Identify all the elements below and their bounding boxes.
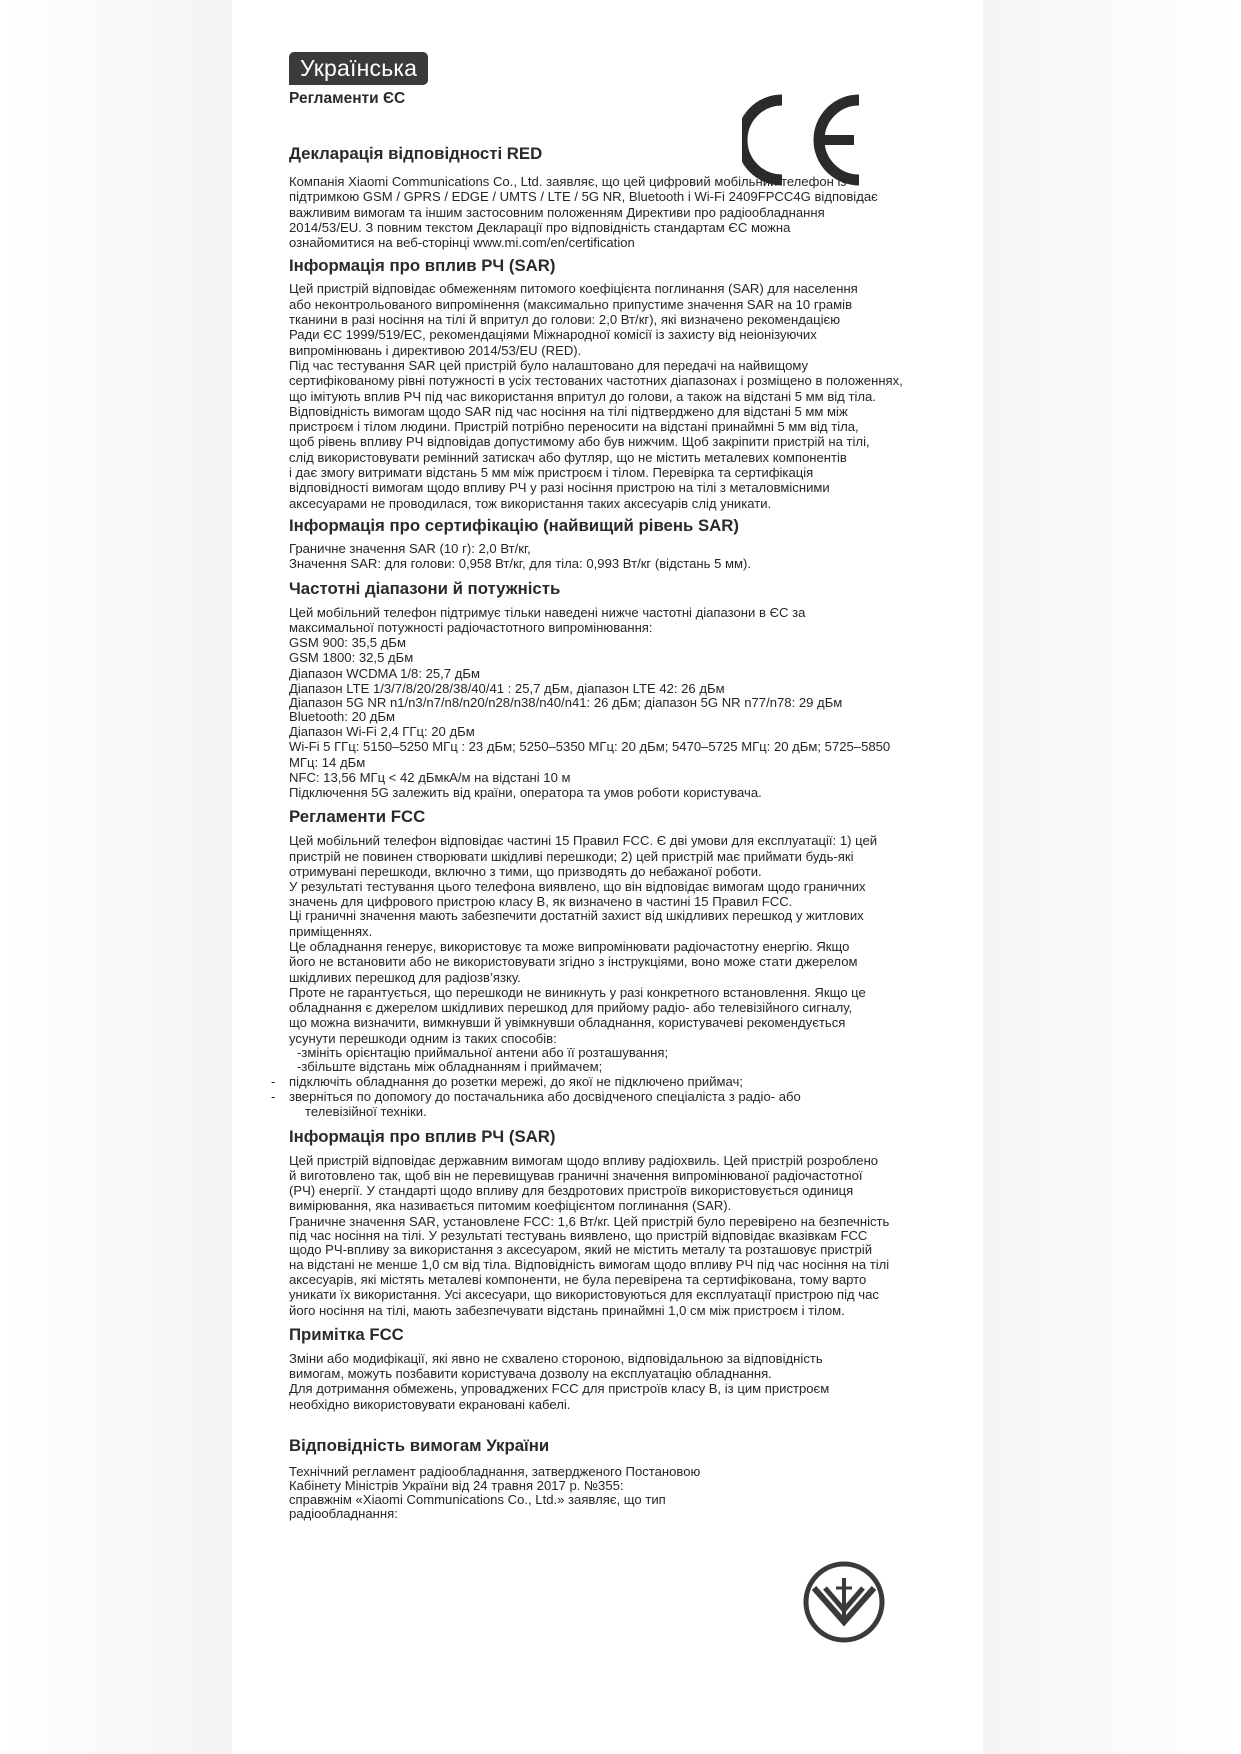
text-line: NFC: 13,56 МГц < 42 дБмкА/м на відстані 10 м bbox=[289, 769, 571, 785]
section-heading: Інформація про сертифікацію (найвищий рівень SAR) bbox=[289, 515, 740, 535]
text-line: Кабінету Міністрів України від 24 травня 2017 р. №355: bbox=[289, 1478, 624, 1494]
text-line: вимірювання, яка називається питомим коефіцієнтом поглинання (SAR). bbox=[289, 1198, 732, 1214]
text-line: Граничне значення SAR, установлене FCC: 1,6 Вт/кг. Цей пристрій було перевірено на безпечність bbox=[289, 1213, 890, 1229]
text-line: випромінювань і директивою 2014/53/EU (RED). bbox=[289, 342, 582, 358]
text-line: його носіння на тілі, мають забезпечувати відстань принаймні 1,0 см між пристроєм і тілом. bbox=[289, 1302, 845, 1318]
section-fcc-note bbox=[289, 1323, 957, 1412]
text-line: Цей пристрій відповідає обмеженням питомого коефіцієнта поглинання (SAR) для населення bbox=[289, 281, 858, 297]
list-item bbox=[271, 1074, 957, 1089]
section-heading: Декларація відповідності RED bbox=[289, 144, 543, 163]
section-body bbox=[289, 174, 957, 250]
text-line: значень для цифрового пристрою класу B, як визначено в частині 15 Правил FCC. bbox=[289, 893, 793, 909]
text-line: Це обладнання генерує, використовує та може випромінювати радіочастотну енергію. Якщо bbox=[289, 938, 850, 954]
text-line: аксесуарами не проводилася, тож використання таких аксесуарів слід уникати. bbox=[289, 495, 772, 511]
text-line: Ці граничні значення мають забезпечити достатній захист від шкідливих перешкод у житлових bbox=[289, 908, 864, 924]
text-line: сертифікованому рівні потужності в усіх тестованих частотних діапазонах і розміщено в положеннях, bbox=[289, 373, 903, 389]
text-line: щодо РЧ-впливу за використання з аксесуаром, який не містить металу та розташовує пристрій bbox=[289, 1241, 873, 1257]
text-line: Зміни або модифікації, які явно не схвалено стороною, відповідальною за відповідність bbox=[289, 1350, 823, 1366]
text-line: -збільште відстань між обладнанням і приймачем; bbox=[297, 1058, 603, 1074]
section-body bbox=[289, 1351, 957, 1412]
section-rf-exposure-eu bbox=[289, 254, 957, 510]
text-line: обладнання є джерелом шкідливих перешкод для прийому радіо- або телевізійного сигналу, bbox=[289, 1000, 853, 1016]
text-line: Компанія Xiaomi Communications Co., Ltd. заявляє, що цей цифровий мобільний телефон із bbox=[289, 174, 847, 189]
text-line: приміщеннях. bbox=[289, 923, 373, 939]
text-line: уникати їх використання. Усі аксесуари, що використовуються для експлуатації пристрою під час bbox=[289, 1287, 879, 1303]
page-margin-right bbox=[983, 0, 1241, 1754]
section-body bbox=[289, 1464, 957, 1521]
text-line: підтримкою GSM / GPRS / EDGE / UMTS / LTE / 5G NR, Bluetooth і Wi-Fi 2409FPCC4G відповідає bbox=[289, 189, 878, 205]
section-body bbox=[289, 605, 957, 801]
text-line: Технічний регламент радіообладнання, затвердженого Постановою bbox=[289, 1463, 701, 1479]
bullet-text: підключіть обладнання до розетки мережі, до якої не підключено приймач; bbox=[289, 1073, 743, 1089]
text-line: Значення SAR: для голови: 0,958 Вт/кг, для тіла: 0,993 Вт/кг (відстань 5 мм). bbox=[289, 556, 752, 572]
text-line: і дає змогу витримати відстань 5 мм між пристроєм і тілом. Перевірка та сертифікація bbox=[289, 465, 814, 481]
section-body bbox=[289, 541, 957, 572]
section-fcc-regulations bbox=[271, 805, 957, 1120]
bullet-text-continued: телевізійної техніки. bbox=[305, 1104, 427, 1120]
section-frequency-bands bbox=[289, 577, 957, 801]
text-line: -змініть орієнтацію приймальної антени або її розташування; bbox=[297, 1045, 669, 1061]
text-line: під час носіння на тілі. У результаті тестувань виявлено, що пристрій відповідає вказівкам FCC bbox=[289, 1228, 868, 1244]
text-line: Для дотримання обмежень, упроваджених FCC для пристроїв класу B, із цим пристроєм bbox=[289, 1381, 830, 1397]
text-line: що можна визначити, вимкнувши й увімкнувши обладнання, користувачеві рекомендується bbox=[289, 1015, 846, 1031]
text-line: Діапазон Wi-Fi 2,4 ГГц: 20 дБм bbox=[289, 723, 475, 739]
section-heading: Регламенти FCC bbox=[289, 807, 426, 827]
page-margin-left bbox=[0, 0, 232, 1754]
text-line: Відповідність вимогам щодо SAR під час носіння на тілі підтверджено для відстані 5 мм між bbox=[289, 403, 848, 419]
section-ukraine-compliance bbox=[289, 1434, 957, 1521]
dash-bullet: - bbox=[271, 1073, 276, 1089]
text-line: вимогам, можуть позбавити користувача дозволу на експлуатацію обладнання. bbox=[289, 1366, 772, 1382]
text-line: Ради ЄС 1999/519/EC, рекомендаціями Міжнародної комісії із захисту від неіонізуючих bbox=[289, 327, 817, 343]
text-line: МГц: 14 дБм bbox=[289, 754, 366, 770]
text-line: 2014/53/EU. З повним текстом Декларації про відповідність стандартам ЄС можна bbox=[289, 219, 791, 235]
text-line: або неконтрольованого випромінення (максимально припустиме значення SAR на 10 грамів bbox=[289, 296, 853, 312]
text-line: Діапазон WCDMA 1/8: 25,7 дБм bbox=[289, 665, 480, 681]
text-line: Wi-Fi 5 ГГц: 5150–5250 МГц : 23 дБм; 5250–5350 МГц: 20 дБм; 5470–5725 МГц: 20 дБм; 5725–5850 bbox=[289, 739, 891, 755]
text-line: У результаті тестування цього телефона виявлено, що він відповідає вимогам щодо граничних bbox=[289, 879, 866, 895]
intro-heading: Регламенти ЄС bbox=[289, 90, 406, 107]
text-line: на відстані не менше 1,0 см від тіла. Відповідність вимогам щодо впливу РЧ під час носіння на тілі bbox=[289, 1256, 890, 1272]
text-line: ознайомитися на веб-сторінці www.mi.com/en/certification bbox=[289, 235, 635, 251]
text-line: й виготовлено так, щоб він не перевищував граничні значення випромінюваної радіочастотної bbox=[289, 1167, 863, 1183]
document-body bbox=[271, 52, 957, 1521]
text-line: важливим вимогам та іншим застосовним положенням Директиви про радіообладнання bbox=[289, 204, 825, 220]
text-line: Підключення 5G залежить від країни, оператора та умов роботи користувача. bbox=[289, 785, 762, 801]
section-heading: Інформація про вплив РЧ (SAR) bbox=[289, 256, 556, 276]
section-heading: Інформація про вплив РЧ (SAR) bbox=[289, 1126, 556, 1146]
text-line: його не встановити або не використовувати згідно з інструкціями, воно може стати джерелом bbox=[289, 954, 858, 970]
text-line: Діапазон LTE 1/3/7/8/20/28/38/40/41 : 25,7 дБм, діапазон LTE 42: 26 дБм bbox=[289, 681, 725, 697]
text-line: Bluetooth: 20 дБм bbox=[289, 709, 396, 725]
text-line: аксесуарів, які містять металеві компоненти, не була перевірена та сертифікована, тому варто bbox=[289, 1271, 867, 1287]
section-body bbox=[289, 1153, 957, 1318]
text-line: Цей мобільний телефон підтримує тільки наведені нижче частотні діапазони в ЄС за bbox=[289, 604, 806, 620]
section-certification-info bbox=[289, 514, 957, 572]
bullet-text: зверніться по допомогу до постачальника або досвідченого спеціаліста з радіо- або bbox=[289, 1088, 801, 1104]
section-heading: Примітка FCC bbox=[289, 1324, 404, 1344]
list-item bbox=[271, 1089, 957, 1104]
text-line: Граничне значення SAR (10 г): 2,0 Вт/кг, bbox=[289, 540, 531, 556]
text-line: щоб рівень впливу РЧ відповідав допустимому або був нижчим. Щоб закріпити пристрій на тілі, bbox=[289, 434, 870, 450]
text-line: отримувані перешкоди, включно з тими, що призводять до небажаної роботи. bbox=[289, 863, 762, 879]
section-heading: Відповідність вимогам України bbox=[289, 1435, 550, 1455]
text-line: необхідно використовувати екрановані кабелі. bbox=[289, 1396, 571, 1412]
section-heading: Частотні діапазони й потужність bbox=[289, 578, 561, 598]
text-line: справжнім «Xiaomi Communications Co., Ltd.» заявляє, що тип bbox=[289, 1492, 666, 1508]
language-tab: Українська bbox=[289, 52, 428, 85]
text-line: GSM 900: 35,5 дБм bbox=[289, 635, 406, 651]
text-line: пристрій не повинен створювати шкідливі перешкоди; 2) цей пристрій має приймати будь-які bbox=[289, 848, 854, 864]
text-line: шкідливих перешкод для радіозв’язку. bbox=[289, 969, 521, 985]
text-line: Під час тестування SAR цей пристрій було налаштовано для передачі на найвищому bbox=[289, 357, 809, 373]
text-line: що імітують вплив РЧ під час використання впритул до голови, а також на відстані 5 мм від тіла. bbox=[289, 388, 876, 404]
section-body bbox=[271, 833, 957, 1120]
section-rf-exposure-fcc bbox=[289, 1125, 957, 1318]
text-line: Проте не гарантується, що перешкоди не виникнуть у разі конкретного встановлення. Якщо це bbox=[289, 984, 866, 1000]
text-line: тканини в разі носіння на тілі й впритул до голови: 2,0 Вт/кг), які визначено рекомендацією bbox=[289, 312, 841, 328]
text-line: GSM 1800: 32,5 дБм bbox=[289, 650, 414, 666]
text-line: максимальної потужності радіочастотного випромінювання: bbox=[289, 619, 653, 635]
section-body bbox=[289, 281, 957, 510]
text-line: радіообладнання: bbox=[289, 1505, 398, 1521]
ukraine-conformity-mark-icon bbox=[800, 1558, 888, 1646]
text-line: слід використовувати ремінний затискач або футляр, що не містить металевих компонентів bbox=[289, 449, 847, 465]
text-line: відповідності вимогам щодо впливу РЧ у разі носіння пристрою на тілі з металовмісними bbox=[289, 480, 830, 496]
text-line: Діапазон 5G NR n1/n3/n7/n8/n20/n28/n38/n40/n41: 26 дБм; діапазон 5G NR n77/n78: 29 дБм bbox=[289, 695, 843, 711]
text-line: Цей мобільний телефон відповідає частині 15 Правил FCC. Є дві умови для експлуатації: 1) цей bbox=[289, 833, 878, 849]
text-line: усунути перешкоди одним із таких способів: bbox=[289, 1030, 557, 1046]
dash-bullet: - bbox=[271, 1088, 276, 1104]
text-line: пристроєм і тілом людини. Пристрій потрібно переносити на відстані принаймні 5 мм від тіла, bbox=[289, 419, 859, 435]
section-red-declaration bbox=[289, 142, 957, 250]
text-line: (РЧ) енергії. У стандарті щодо впливу для бездротових пристроїв використовується одиниця bbox=[289, 1183, 854, 1199]
text-line: Цей пристрій відповідає державним вимогам щодо впливу радіохвиль. Цей пристрій розроблено bbox=[289, 1152, 879, 1168]
